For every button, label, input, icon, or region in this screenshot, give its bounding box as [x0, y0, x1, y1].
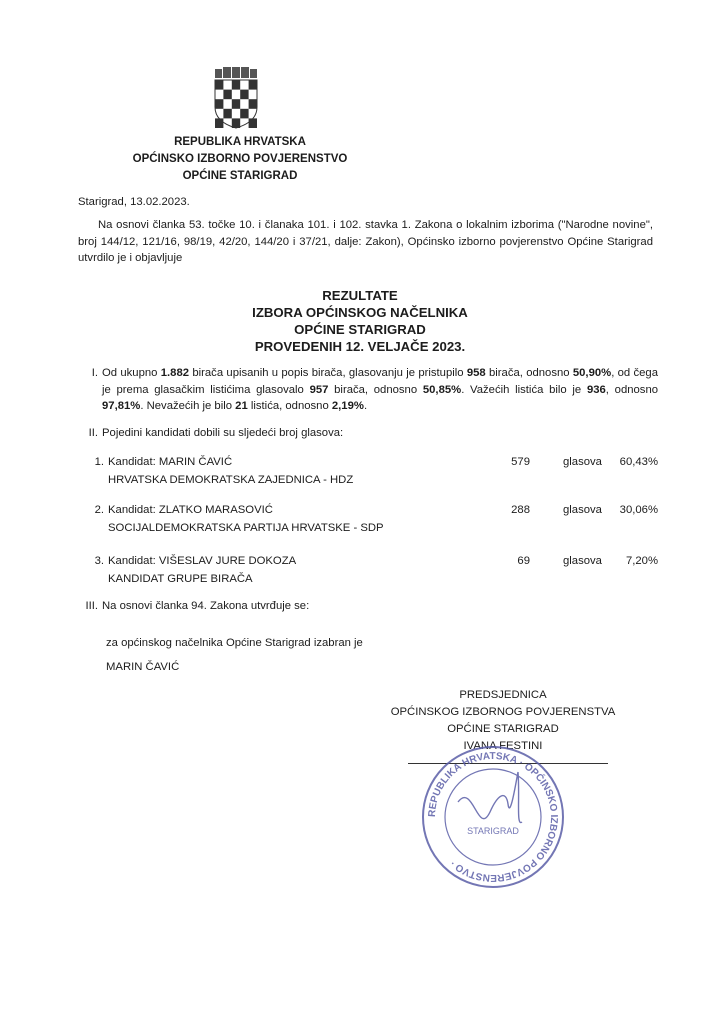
- stamp-ring-text: REPUBLIKA HRVATSKA · OPĆINSKO IZBORNO POVJERENSTVO ·: [426, 750, 560, 884]
- section-1-turnout: [78, 365, 658, 415]
- intro-paragraph: [78, 217, 653, 267]
- voted-percent: 50,85%: [422, 383, 462, 396]
- document-title: [160, 287, 560, 355]
- invalid-count: 21: [235, 400, 248, 412]
- candidate-name: Kandidat: VIŠESLAV JURE DOKOZA: [108, 555, 297, 567]
- candidate-name: Kandidat: ZLATKO MARASOVIĆ: [108, 504, 273, 516]
- candidate-percent: 30,06%: [619, 504, 658, 516]
- candidate-votes: 579: [511, 456, 530, 468]
- candidate-number: 3.: [94, 555, 104, 567]
- signatory-name: IVANA FESTINI: [463, 740, 543, 752]
- candidate-number: 2.: [94, 504, 104, 516]
- voted-count: 957: [309, 383, 329, 396]
- section-1-text: Od ukupno 1.882 birača upisanih u popis birača, glasovanju je pristupilo 958 birača, odnosno 50,90%, od čega je prema glasačkim listićima glasovalo 957 birača, odnosno 50,85%. Važećih listića bilo je 936, odnosno 97,81%. Nevažećih je bilo 21 listića, odnosno 2,19%.: [102, 367, 659, 412]
- header-municipality: OPĆINE STARIGRAD: [182, 170, 298, 182]
- title-line-1: REZULTATE: [322, 288, 398, 303]
- title-line-4: PROVEDENIH 12. VELJAČE 2023.: [254, 339, 466, 354]
- candidate-party: SOCIJALDEMOKRATSKA PARTIJA HRVATSKE - SDP: [108, 521, 384, 534]
- votes-word: glasova: [563, 555, 602, 567]
- section-2-text: Pojedini kandidati dobili su sljedeći broj glasova:: [102, 427, 344, 439]
- candidate-votes: 69: [517, 555, 530, 567]
- header-commission: OPĆINSKO IZBORNO POVJERENSTVO: [132, 153, 348, 165]
- signatory-municipality: OPĆINE STARIGRAD: [447, 723, 559, 735]
- elected-name: MARIN ČAVIĆ: [106, 661, 180, 673]
- candidate-name: Kandidat: MARIN ČAVIĆ: [108, 456, 233, 468]
- valid-percent: 97,81%: [102, 400, 141, 412]
- turnout-count: 958: [466, 367, 486, 379]
- section-2-number: II.: [88, 427, 98, 439]
- issuer-header: [120, 134, 360, 185]
- elected-statement: za općinskog načelnika Općine Starigrad izabran je: [106, 637, 363, 649]
- candidate-party: HRVATSKA DEMOKRATSKA ZAJEDNICA - HDZ: [108, 473, 354, 486]
- header-republic: REPUBLIKA HRVATSKA: [174, 136, 306, 148]
- candidate-number: 1.: [94, 456, 104, 468]
- croatian-coat-of-arms-icon: [211, 67, 261, 129]
- section-3-text: Na osnovi članka 94. Zakona utvrđuje se:: [102, 600, 310, 612]
- title-line-3: OPĆINE STARIGRAD: [294, 322, 426, 337]
- candidate-party: KANDIDAT GRUPE BIRAČA: [108, 572, 253, 585]
- signatory-body: OPĆINSKOG IZBORNOG POVJERENSTVA: [390, 706, 616, 718]
- handwritten-signature: [458, 772, 522, 823]
- votes-word: glasova: [563, 504, 602, 516]
- title-line-2: IZBORA OPĆINSKOG NAČELNIKA: [252, 305, 468, 320]
- stamp-center-text: STARIGRAD: [467, 826, 519, 836]
- candidate-percent: 60,43%: [619, 456, 658, 468]
- section-3-number: III.: [85, 600, 98, 612]
- turnout-percent: 50,90%: [572, 367, 612, 379]
- invalid-percent: 2,19%: [331, 400, 364, 412]
- valid-count: 936: [586, 383, 606, 396]
- section-1-number: I.: [91, 367, 98, 379]
- official-stamp-icon: [418, 742, 568, 892]
- signatory-role: PREDSJEDNICA: [459, 689, 547, 701]
- section-3-heading: [78, 600, 658, 612]
- document-date: Starigrad, 13.02.2023.: [78, 196, 190, 208]
- section-2-heading: [78, 427, 658, 439]
- intro-text: Na osnovi članka 53. točke 10. i članaka 101. i 102. stavka 1. Zakona o lokalnim izborima ("Narodne novine", broj 144/12, 121/16, 98/19, 42/20, 144/20 i 37/21, dalje: Zakon), Općinsko izborno povjerenstvo Općine Starigrad utvrdilo je i objavljuje: [78, 219, 653, 264]
- votes-word: glasova: [563, 456, 602, 468]
- candidate-percent: 7,20%: [625, 555, 658, 567]
- registered-voters: 1.882: [160, 367, 190, 379]
- candidate-votes: 288: [511, 504, 530, 516]
